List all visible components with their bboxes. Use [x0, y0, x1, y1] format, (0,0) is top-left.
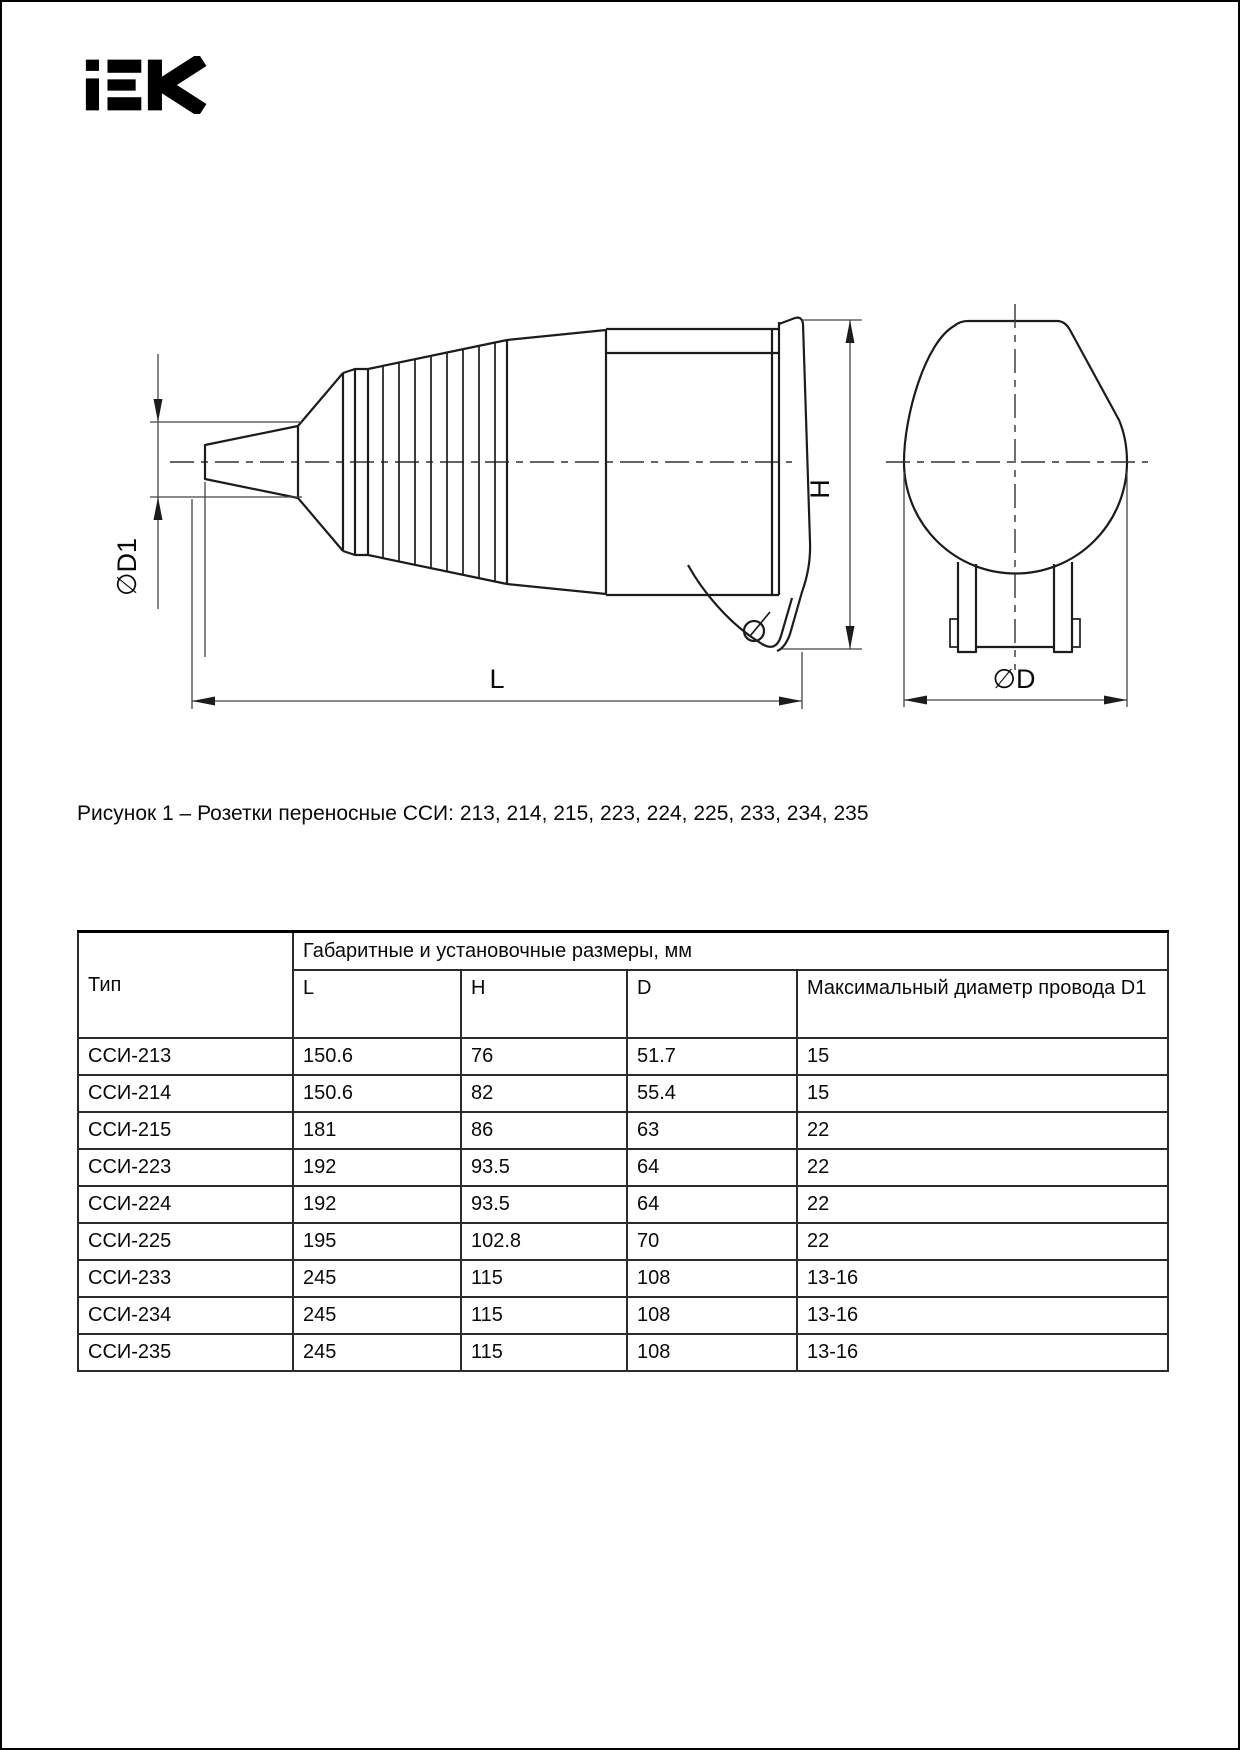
arrow-l-left — [192, 697, 215, 706]
figure-caption: Рисунок 1 – Розетки переносные ССИ: 213, 214, 215, 223, 224, 225, 233, 234, 235 — [77, 802, 869, 825]
cell-d1: 13-16 — [797, 1297, 1168, 1334]
arrow-d-right — [1104, 696, 1127, 705]
cell-d1: 22 — [797, 1149, 1168, 1186]
cell-d: 64 — [627, 1149, 797, 1186]
table-header-row-1 — [78, 932, 1168, 971]
label-d: ∅D — [992, 664, 1036, 694]
table-row — [78, 1038, 1168, 1075]
header-h: H — [461, 970, 627, 1038]
table-row — [78, 1112, 1168, 1149]
latch-lug — [688, 565, 792, 647]
cell-h: 115 — [461, 1260, 627, 1297]
cell-type: ССИ-214 — [78, 1075, 293, 1112]
cell-d1: 22 — [797, 1186, 1168, 1223]
cell-d1: 22 — [797, 1223, 1168, 1260]
cell-type: ССИ-223 — [78, 1149, 293, 1186]
side-view — [170, 318, 810, 651]
table-row — [78, 1186, 1168, 1223]
cell-l: 150.6 — [293, 1075, 461, 1112]
cell-d: 55.4 — [627, 1075, 797, 1112]
dimensions-table-wrap — [77, 930, 1167, 1372]
cell-h: 93.5 — [461, 1186, 627, 1223]
cell-d: 70 — [627, 1223, 797, 1260]
cell-h: 115 — [461, 1297, 627, 1334]
table-row — [78, 1223, 1168, 1260]
arrow-h-top — [846, 320, 855, 343]
cell-d: 108 — [627, 1334, 797, 1371]
label-l: L — [489, 664, 505, 694]
cell-type: ССИ-225 — [78, 1223, 293, 1260]
cell-d1: 13-16 — [797, 1260, 1168, 1297]
arrow-d1-bottom — [154, 497, 163, 520]
cell-l: 150.6 — [293, 1038, 461, 1075]
dimension-d1 — [112, 354, 302, 609]
cell-l: 195 — [293, 1223, 461, 1260]
cell-d: 64 — [627, 1186, 797, 1223]
technical-drawing — [2, 2, 1240, 772]
cell-type: ССИ-235 — [78, 1334, 293, 1371]
arrow-l-right — [779, 697, 802, 706]
cell-d1: 13-16 — [797, 1334, 1168, 1371]
cell-l: 245 — [293, 1334, 461, 1371]
table-row — [78, 1334, 1168, 1371]
cell-d: 108 — [627, 1297, 797, 1334]
cell-type: ССИ-215 — [78, 1112, 293, 1149]
cell-h: 115 — [461, 1334, 627, 1371]
header-d: D — [627, 970, 797, 1038]
arrow-d1-top — [154, 399, 163, 422]
table-row — [78, 1075, 1168, 1112]
arrow-d-left — [904, 696, 927, 705]
cell-d1: 15 — [797, 1075, 1168, 1112]
label-d1: ∅D1 — [112, 537, 142, 597]
table-row — [78, 1260, 1168, 1297]
cell-h: 86 — [461, 1112, 627, 1149]
cell-h: 82 — [461, 1075, 627, 1112]
label-h: H — [805, 479, 835, 499]
cell-d1: 15 — [797, 1038, 1168, 1075]
cell-d: 51.7 — [627, 1038, 797, 1075]
cell-d: 108 — [627, 1260, 797, 1297]
header-group: Габаритные и установочные размеры, мм — [293, 932, 1168, 971]
cell-h: 93.5 — [461, 1149, 627, 1186]
cell-type: ССИ-224 — [78, 1186, 293, 1223]
dimension-h — [782, 320, 862, 649]
cell-type: ССИ-233 — [78, 1260, 293, 1297]
cell-d1: 22 — [797, 1112, 1168, 1149]
header-type: Тип — [78, 932, 293, 1039]
dimensions-table — [77, 930, 1169, 1372]
cell-h: 102.8 — [461, 1223, 627, 1260]
cell-type: ССИ-213 — [78, 1038, 293, 1075]
header-d1: Максимальный диаметр провода D1 — [797, 970, 1168, 1038]
table-row — [78, 1297, 1168, 1334]
header-l: L — [293, 970, 461, 1038]
cell-type: ССИ-234 — [78, 1297, 293, 1334]
cell-h: 76 — [461, 1038, 627, 1075]
cell-l: 181 — [293, 1112, 461, 1149]
cell-l: 192 — [293, 1186, 461, 1223]
front-view — [886, 304, 1148, 670]
cell-l: 245 — [293, 1297, 461, 1334]
cell-l: 245 — [293, 1260, 461, 1297]
socket-body — [606, 322, 779, 595]
table-row — [78, 1149, 1168, 1186]
cell-d: 63 — [627, 1112, 797, 1149]
cell-l: 192 — [293, 1149, 461, 1186]
arrow-h-bottom — [846, 626, 855, 649]
cone-ribs — [383, 343, 495, 582]
